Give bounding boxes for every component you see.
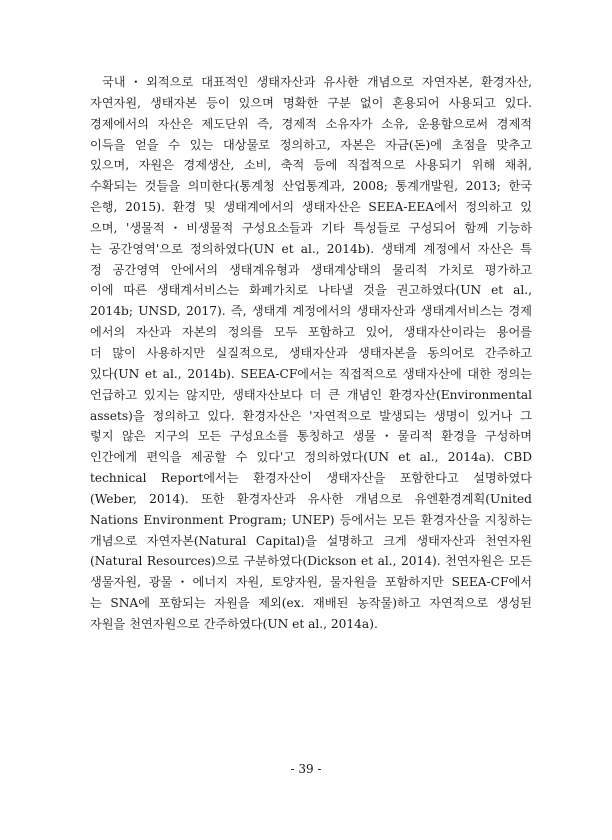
paragraph-line: assets)을 정의하고 있다. 환경자산은 '자연적으로 발생되는 생명이 있거나 그	[90, 408, 532, 423]
paragraph-line: 정 공간영역 안에서의 생태계유형과 생태계상태의 물리적 가치로 평가하고	[90, 262, 532, 277]
paragraph-line: 개념으로 자연자본(Natural Capital)을 설명하고 크게 생태자산과 천연자원	[90, 533, 532, 548]
paragraph-line: 수확되는 것들을 의미한다(통계청 산업통계과, 2008; 통계개발원, 2013; 한국	[90, 179, 532, 194]
paragraph-line: 렇지 않은 지구의 모든 구성요소를 통칭하고 생물・물리적 환경을 구성하며	[90, 429, 532, 444]
paragraph-line: 는 SNA에 포함되는 자원을 제외(ex. 재배된 농작물)하고 자연적으로 생성된	[90, 596, 532, 611]
paragraph-line: 자연자원, 생태자본 등이 있으며 명확한 구분 없이 혼용되어 사용되고 있다.	[90, 95, 532, 110]
paragraph-line: 자원을 천연자원으로 간주하였다(UN et al., 2014a).	[90, 616, 378, 631]
paragraph-line: 2014b; UNSD, 2017). 즉, 생태계 계정에서의 생태자산과 생태계서비스는 경제	[90, 304, 532, 319]
paragraph-line: 이에 따른 생태계서비스는 화폐가치로 나타낼 것을 권고하였다(UN et al.,	[90, 283, 532, 298]
paragraph-line: 인간에게 편익을 제공할 수 있다'고 정의하였다(UN et al., 2014a). CBD	[90, 450, 532, 465]
paragraph-line: 이득을 얻을 수 있는 대상물로 정의하고, 자본은 자금(돈)에 초점을 맞추고	[90, 137, 532, 152]
paragraph-line: Nations Environment Program; UNEP) 등에서는 모든 환경자산을 지칭하는	[90, 512, 532, 527]
paragraph-line: (Natural Resources)으로 구분하였다(Dickson et al., 2014). 천연자원은 모든	[90, 554, 532, 569]
paragraph-line: 생물자원, 광물・에너지 자원, 토양자원, 물자원을 포함하지만 SEEA-CF에서	[90, 575, 532, 590]
paragraph-line: 언급하고 있지는 않지만, 생태자산보다 더 큰 개념인 환경자산(Environmental	[90, 387, 532, 402]
paragraph-line: 국내・외적으로 대표적인 생태자산과 유사한 개념으로 자연자본, 환경자산,	[102, 75, 532, 89]
body-paragraph	[90, 72, 532, 635]
paragraph-line: 있으며, 자원은 경제생산, 소비, 축적 등에 직접적으로 사용되기 위해 채취,	[90, 158, 532, 173]
paragraph-line: 더 많이 사용하지만 실질적으로, 생태자산과 생태자본을 동의어로 간주하고	[90, 345, 532, 360]
paragraph-line: technical Report에서는 환경자산이 생태자산을 포함한다고 설명하였다	[90, 471, 532, 486]
page-number: - 39 -	[290, 762, 322, 776]
paragraph-line: 에서의 자산과 자본의 정의를 모두 포함하고 있어, 생태자산이라는 용어를	[90, 325, 532, 340]
paragraph-line: 는 공간영역'으로 정의하였다(UN et al., 2014b). 생태계 계정에서 자산은 특	[90, 241, 532, 256]
paragraph-line: 으며, '생물적・비생물적 구성요소들과 기타 특성들로 구성되어 함께 기능하	[90, 220, 532, 235]
paragraph-line: 있다(UN et al., 2014b). SEEA-CF에서는 직접적으로 생태자산에 대한 정의는	[90, 366, 532, 381]
paragraph-line: (Weber, 2014). 또한 환경자산과 유사한 개념으로 유엔환경계획(United	[90, 491, 532, 506]
paragraph-line: 은행, 2015). 환경 및 생태계에서의 생태자산은 SEEA-EEA에서 정의하고 있	[90, 200, 532, 215]
paragraph-line: 경제에서의 자산은 제도단위 즉, 경제적 소유자가 소유, 운용함으로써 경제적	[90, 116, 532, 131]
